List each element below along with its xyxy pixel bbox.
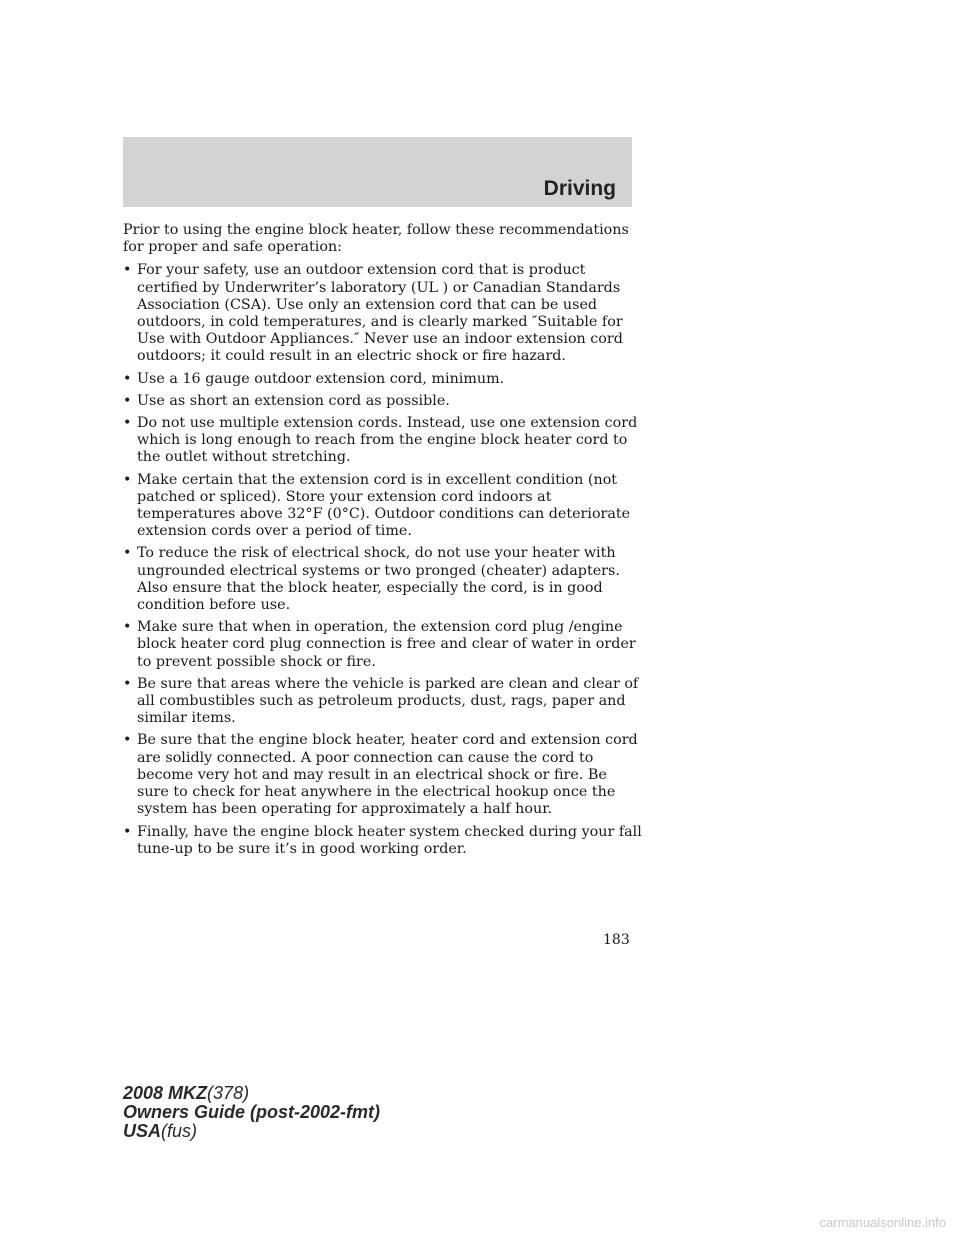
list-item-text: Be sure that the engine block heater, heater cord and extension cord are solidly connected. A poor connection can cause the cord to become very hot and may result in an electrical shock or fire. Be sure to check for heat anywhere in the electrical hookup once the system has been operating for approximately a half hour.	[137, 732, 638, 818]
footer-market-code: (fus)	[161, 1121, 198, 1141]
bullet-icon: •	[123, 732, 132, 749]
bullet-icon: •	[123, 392, 132, 409]
section-header-band	[123, 137, 632, 207]
recommendation-list	[123, 262, 643, 858]
intro-paragraph: Prior to using the engine block heater, follow these recommendations for proper and safe operation:	[123, 222, 629, 256]
footer-line-market	[123, 1122, 380, 1141]
list-item-text: Make sure that when in operation, the extension cord plug /engine block heater cord plug connection is free and clear of water in order to prevent possible shock or fire.	[137, 619, 636, 670]
list-item	[123, 393, 643, 410]
list-item-text: To reduce the risk of electrical shock, do not use your heater with ungrounded electrical systems or two pronged (cheater) adapters. Also ensure that the block heater, especially the cord, is in good condition before use.	[137, 545, 620, 614]
list-item	[123, 472, 643, 541]
footer-market: USA	[123, 1121, 162, 1141]
section-title: Driving	[543, 177, 616, 200]
footer-guide-name: Owners Guide (post-2002-fmt)	[123, 1102, 381, 1122]
bullet-icon: •	[123, 823, 132, 840]
list-item-text: Make certain that the extension cord is in excellent condition (not patched or spliced). Store your extension cord indoors at temperatures above 32°F (0°C). Outdoor conditions can deteriorate extension cords over a period of time.	[137, 471, 631, 540]
list-item-text: Use a 16 gauge outdoor extension cord, minimum.	[137, 370, 505, 387]
footer-model-year: 2008 MKZ	[123, 1083, 208, 1103]
document-footer	[123, 1084, 380, 1141]
bullet-icon: •	[123, 545, 132, 562]
list-item-text: Do not use multiple extension cords. Instead, use one extension cord which is long enough to reach from the engine block heater cord to the outlet without stretching.	[137, 415, 638, 466]
list-item	[123, 824, 643, 858]
bullet-icon: •	[123, 471, 132, 488]
bullet-icon: •	[123, 619, 132, 636]
bullet-icon: •	[123, 675, 132, 692]
list-item	[123, 262, 643, 365]
page-content	[123, 222, 643, 863]
list-item	[123, 415, 643, 467]
list-item	[123, 545, 643, 614]
list-item-text: Be sure that areas where the vehicle is parked are clean and clear of all combustibles such as petroleum products, dust, rags, paper and similar items.	[137, 675, 639, 727]
list-item	[123, 619, 643, 671]
watermark-text: carmanualsonline.info	[819, 1215, 946, 1230]
list-item	[123, 371, 643, 388]
bullet-icon: •	[123, 370, 132, 387]
footer-model-code: (378)	[207, 1083, 250, 1103]
list-item-text: Finally, have the engine block heater system checked during your fall tune-up to be sure it’s in good working order.	[137, 823, 642, 857]
footer-line-model	[123, 1084, 380, 1103]
list-item-text: For your safety, use an outdoor extension cord that is product certified by Underwriter’s laboratory (UL ) or Canadian Standards Association (CSA). Use only an extension cord that can be used outdoors, in cold temperatures, and is clearly marked ″Suitable for Use with Outdoor Appliances.″ Never use an indoor extension cord outdoors; it could result in an electric shock or fire hazard.	[137, 262, 623, 365]
list-item	[123, 676, 643, 728]
bullet-icon: •	[123, 262, 132, 279]
list-item	[123, 732, 643, 818]
page-number: 183	[603, 932, 630, 948]
list-item-text: Use as short an extension cord as possible.	[137, 392, 450, 409]
bullet-icon: •	[123, 415, 132, 432]
